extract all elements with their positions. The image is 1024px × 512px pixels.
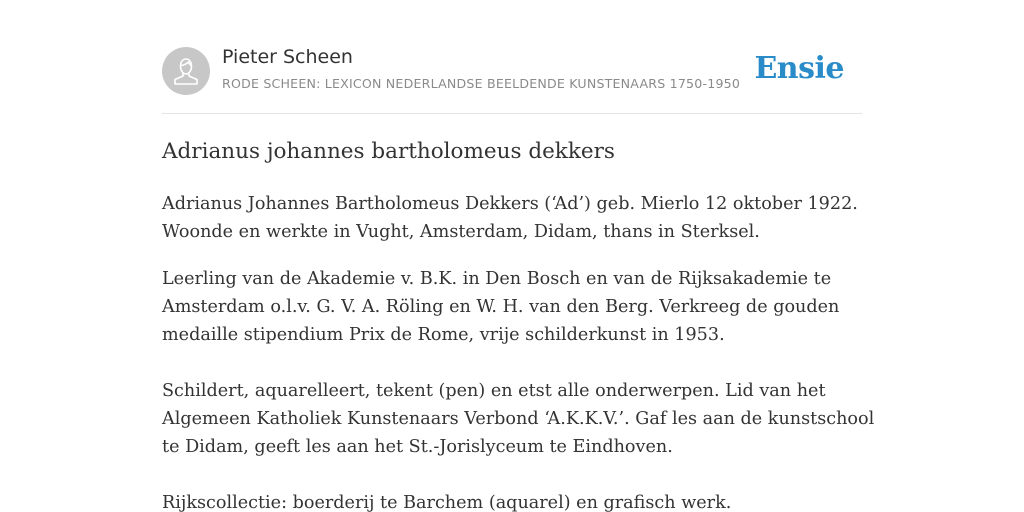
user-silhouette-icon [162, 47, 210, 95]
paragraph-work [162, 377, 875, 461]
paragraph-education [162, 265, 862, 349]
paragraph-biography [162, 190, 862, 246]
text-line: Adrianus Johannes Bartholomeus Dekkers (‘Ad’) geb. Mierlo 12 oktober 1922. [162, 194, 858, 214]
article-body [162, 190, 875, 512]
ensie-logo[interactable]: Ensie [754, 51, 844, 86]
paragraph-collection [162, 489, 862, 512]
author-avatar[interactable] [162, 47, 210, 95]
text-line: Woonde en werkte in Vught, Amsterdam, Didam, thans in Sterksel. [162, 222, 760, 242]
article-header [162, 46, 862, 96]
text-line: Schildert, aquarelleert, tekent (pen) en etst alle onderwerpen. Lid van het [162, 381, 826, 401]
text-line: Algemeen Katholiek Kunstenaars Verbond ‘A.K.K.V.’. Gaf les aan de kunstschool [162, 409, 875, 429]
header-divider [162, 113, 862, 114]
text-line: Rijkscollectie: boerderij te Barchem (aquarel) en grafisch werk. [162, 493, 732, 512]
text-line: medaille stipendium Prix de Rome, vrije schilderkunst in 1953. [162, 325, 725, 345]
author-name[interactable]: Pieter Scheen [222, 46, 353, 68]
text-line: te Didam, geeft les aan het St.-Jorislyceum te Eindhoven. [162, 437, 673, 457]
article-title: Adrianus johannes bartholomeus dekkers [162, 139, 615, 164]
text-line: Leerling van de Akademie v. B.K. in Den Bosch en van de Rijksakademie te [162, 269, 832, 289]
source-label[interactable]: RODE SCHEEN: LEXICON NEDERLANDSE BEELDENDE KUNSTENAARS 1750-1950 [222, 76, 741, 91]
text-line: Amsterdam o.l.v. G. V. A. Röling en W. H. van den Berg. Verkreeg de gouden [162, 297, 840, 317]
